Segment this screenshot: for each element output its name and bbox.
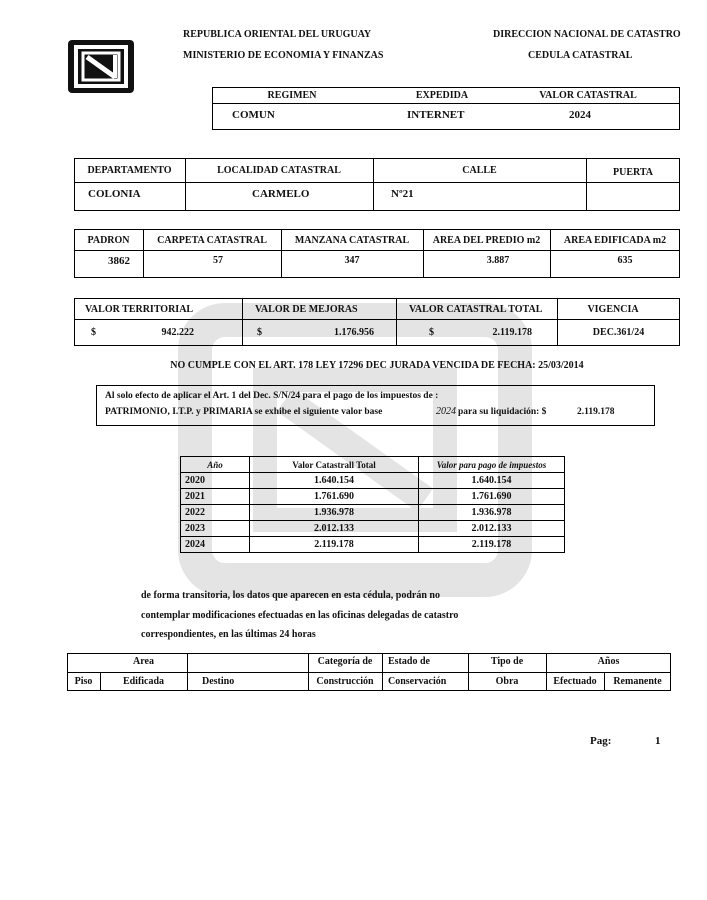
years-table — [180, 456, 565, 553]
tipo-top-label: Tipo de — [490, 656, 524, 667]
total-currency: $ — [429, 327, 434, 338]
year-cell: 2022 — [181, 505, 250, 521]
carpeta-label: CARPETA CATASTRAL — [157, 235, 267, 246]
dnc-logo-icon — [67, 39, 135, 94]
valor-pago-cell: 2.119.178 — [419, 537, 565, 553]
tax-line-2: PATRIMONIO, I.T.P. y PRIMARIA se exhibe el siguiente valor base — [105, 407, 383, 417]
anos-top-label: Años — [597, 656, 620, 667]
property-divider — [74, 250, 680, 251]
conservacion-label: Conservación — [388, 676, 447, 687]
valor-total-cell: 1.936.978 — [250, 505, 419, 521]
padron-value: 3862 — [108, 255, 130, 267]
valor-pago-header: Valor para pago de impuestos — [419, 457, 565, 473]
territorial-value: 942.222 — [161, 327, 194, 338]
territorial-label: VALOR TERRITORIAL — [85, 304, 194, 315]
header-cedula: CEDULA CATASTRAL — [528, 50, 633, 61]
table-row — [181, 489, 565, 505]
mejoras-value: 1.176.956 — [334, 327, 374, 338]
transitory-line-1: de forma transitoria, los datos que aparecen en esta cédula, podrán no — [141, 590, 440, 601]
expedida-value: INTERNET — [407, 109, 465, 121]
manzana-label: MANZANA CATASTRAL — [294, 235, 410, 246]
header-direccion: DIRECCION NACIONAL DE CATASTRO — [493, 29, 681, 40]
total-value: 2.119.178 — [492, 327, 532, 338]
mejoras-currency: $ — [257, 327, 262, 338]
tax-line-1: Al solo efecto de aplicar el Art. 1 del Dec. S/N/24 para el pago de los impuestos de : — [105, 391, 439, 401]
vigencia-value: DEC.361/24 — [592, 327, 645, 338]
mejoras-label: VALOR DE MEJORAS — [255, 304, 358, 315]
area-edificada-label: AREA EDIFICADA m2 — [563, 235, 667, 246]
header-ministry: MINISTERIO DE ECONOMIA Y FINANZAS — [183, 50, 384, 61]
calle-label: CALLE — [462, 165, 497, 176]
table-row — [181, 537, 565, 553]
piso-label: Piso — [74, 676, 93, 687]
categoria-top-label: Categoría de — [317, 656, 373, 667]
valor-pago-cell: 1.936.978 — [419, 505, 565, 521]
valuation-divider — [74, 319, 680, 320]
header-republic: REPUBLICA ORIENTAL DEL URUGUAY — [183, 29, 372, 40]
valor-catastral-label: VALOR CATASTRAL — [539, 90, 637, 101]
valor-total-cell: 1.761.690 — [250, 489, 419, 505]
estado-top-label: Estado de — [388, 656, 430, 667]
table-row — [181, 521, 565, 537]
territorial-currency: $ — [91, 327, 96, 338]
expedida-label: EXPEDIDA — [415, 90, 469, 101]
page-label: Pag: — [590, 735, 612, 747]
carpeta-value: 57 — [213, 255, 223, 266]
year-header: Año — [181, 457, 250, 473]
transitory-line-3: correspondientes, en las últimas 24 horas — [141, 629, 316, 640]
area-predio-value: 3.887 — [486, 255, 510, 266]
regimen-divider — [212, 103, 680, 104]
tax-line-2-tail: para su liquidación: $ — [458, 407, 547, 417]
valuation-col-2 — [396, 298, 397, 346]
valor-total-cell: 2.119.178 — [250, 537, 419, 553]
regimen-label: REGIMEN — [267, 90, 317, 101]
valor-total-cell: 2.012.133 — [250, 521, 419, 537]
padron-label: PADRON — [87, 235, 130, 246]
calle-value: Nº21 — [391, 188, 414, 200]
valor-catastral-year: 2024 — [569, 109, 591, 121]
building-divider — [67, 672, 671, 673]
puerta-label: PUERTA — [612, 167, 654, 178]
obra-label: Obra — [495, 676, 519, 687]
manzana-value: 347 — [344, 255, 360, 266]
area-top-label: Area — [133, 656, 154, 667]
table-row — [181, 473, 565, 489]
transitory-line-2: contemplar modificaciones efectuadas en las oficinas delegadas de catastro — [141, 610, 459, 621]
destino-label: Destino — [202, 676, 235, 687]
valor-total-header: Valor Catastrall Total — [250, 457, 419, 473]
year-cell: 2020 — [181, 473, 250, 489]
localidad-value: CARMELO — [252, 188, 310, 200]
tax-year: 2024 — [436, 406, 456, 417]
year-cell: 2024 — [181, 537, 250, 553]
valor-pago-cell: 2.012.133 — [419, 521, 565, 537]
page-number: 1 — [655, 735, 661, 747]
regimen-value: COMUN — [232, 109, 275, 121]
edificada-label: Edificada — [122, 676, 165, 687]
valor-pago-cell: 1.640.154 — [419, 473, 565, 489]
vigencia-label: VIGENCIA — [587, 304, 639, 315]
valor-pago-cell: 1.761.690 — [419, 489, 565, 505]
total-label: VALOR CATASTRAL TOTAL — [409, 304, 543, 315]
year-cell: 2023 — [181, 521, 250, 537]
departamento-value: COLONIA — [88, 188, 141, 200]
notice-text: NO CUMPLE CON EL ART. 178 LEY 17296 DEC JURADA VENCIDA DE FECHA: 25/03/2014 — [170, 360, 584, 371]
efectuado-label: Efectuado — [553, 676, 597, 687]
construccion-label: Construcción — [316, 676, 374, 687]
valor-total-cell: 1.640.154 — [250, 473, 419, 489]
tax-amount: 2.119.178 — [577, 407, 615, 417]
area-predio-label: AREA DEL PREDIO m2 — [432, 235, 541, 246]
building-col-area — [187, 653, 188, 691]
year-cell: 2021 — [181, 489, 250, 505]
table-row — [181, 505, 565, 521]
departamento-label: DEPARTAMENTO — [87, 165, 172, 176]
valuation-col-1 — [242, 298, 243, 346]
years-table-header — [181, 457, 565, 473]
area-edificada-value: 635 — [617, 255, 633, 266]
building-col-categoria — [382, 653, 383, 691]
puerta-divider — [586, 182, 680, 183]
location-col-3 — [586, 158, 587, 211]
localidad-label: LOCALIDAD CATASTRAL — [217, 165, 341, 176]
location-divider — [74, 182, 586, 183]
remanente-label: Remanente — [613, 676, 662, 687]
